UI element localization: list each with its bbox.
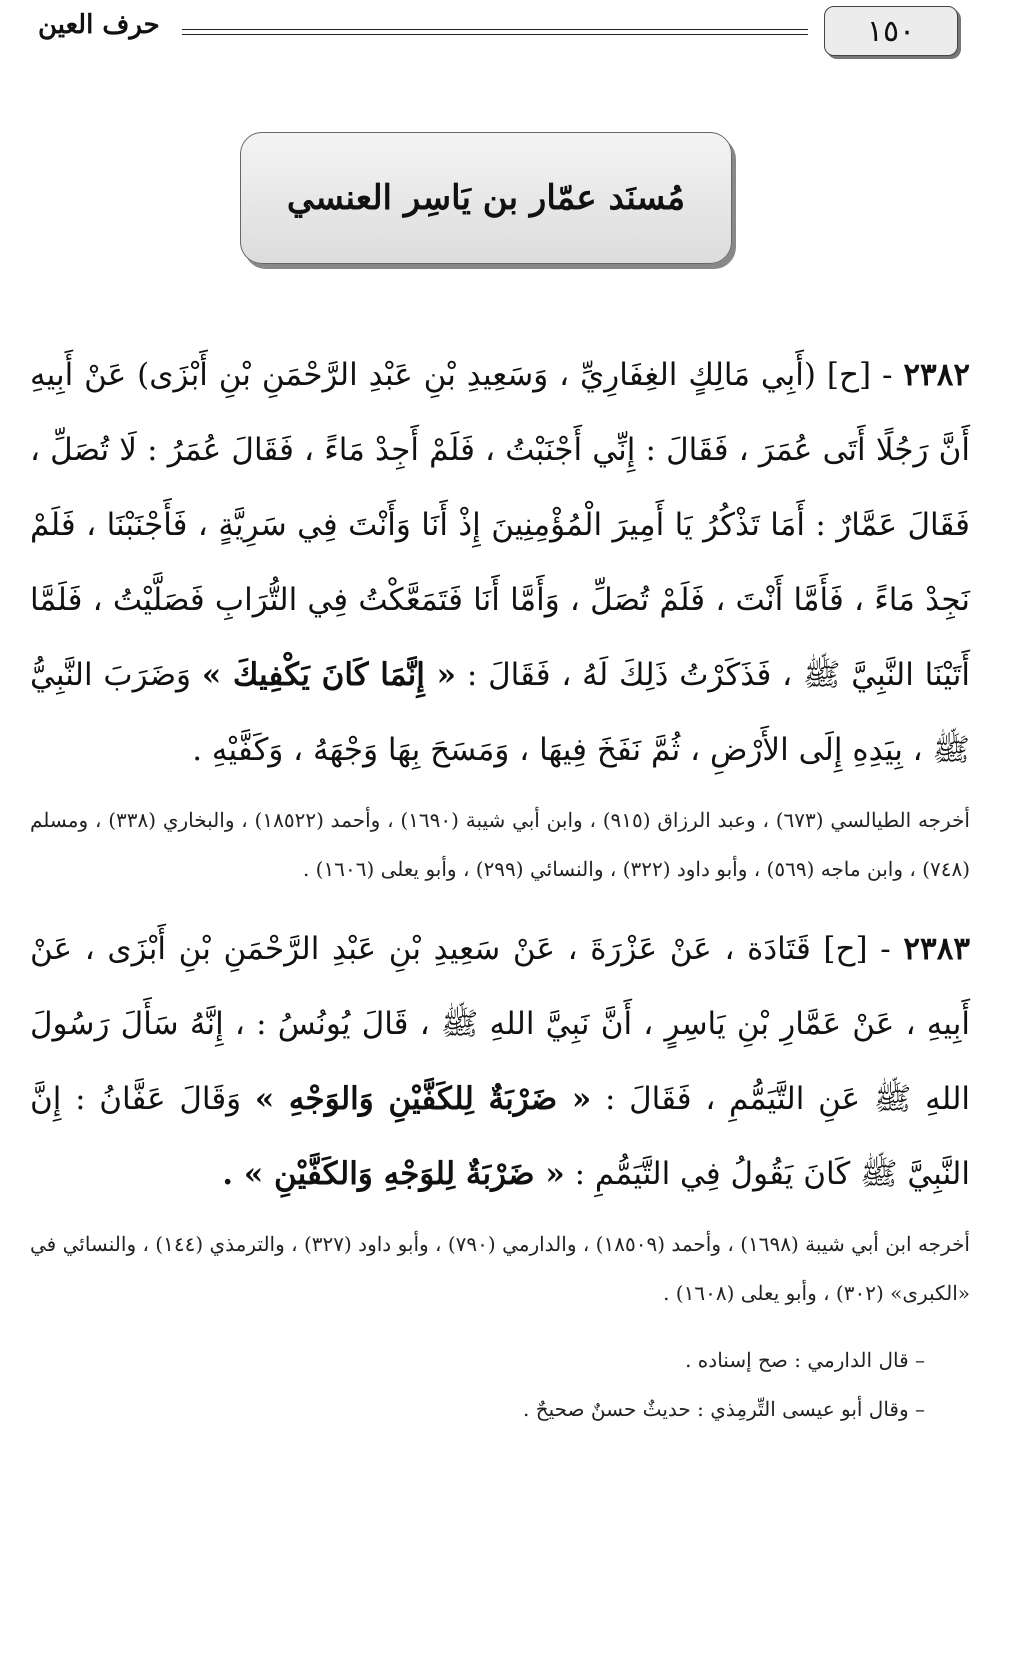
hadith-2382 bbox=[30, 338, 970, 788]
hadith-number: ٢٣٨٣ bbox=[903, 931, 970, 967]
hadith-text-continued: وَضَرَبَ النَّبِيُّ ﷺ ، بِيَدِهِ إِلَى الأَرْضِ ، ثُمَّ نَفَخَ فِيهَا ، وَمَسَحَ بِهَا وَجْهَهُ ، وَكَفَّيْهِ . bbox=[30, 657, 970, 768]
grading-notes bbox=[30, 1336, 970, 1434]
hadith-2383 bbox=[30, 912, 970, 1212]
section-title: مُسنَد عمّار بن يَاسِر العنسي bbox=[286, 178, 686, 218]
page-content bbox=[30, 338, 970, 1434]
hadith-number: ٢٣٨٢ bbox=[903, 357, 970, 393]
header-rule bbox=[182, 29, 808, 35]
hadith-text: - [ح] قَتَادَة ، عَنْ عَزْرَةَ ، عَنْ سَعِيدِ بْنِ عَبْدِ الرَّحْمَنِ بْنِ أَبْزَى ، عَنْ أَبِيهِ ، عَنْ عَمَّارِ بْنِ يَاسِرٍ ، أَنَّ نَبِيَّ اللهِ ﷺ ، قَالَ يُونُسُ : ، إِنَّهُ سَأَلَ رَسُولَ اللهِ ﷺ عَنِ التَّيَمُّمِ ، فَقَالَ : bbox=[30, 931, 971, 1117]
hadith-text-continued: وَقَالَ عَفَّانُ : إِنَّ النَّبِيَّ ﷺ كَانَ يَقُولُ فِي التَّيَمُّمِ : bbox=[30, 1081, 970, 1192]
takhrij-2383: أخرجه ابن أبي شيبة (١٦٩٨) ، وأحمد (١٨٥٠٩) ، والدارمي (٧٩٠) ، وأبو داود (٣٢٧) ، والترمذي (١٤٤) ، والنسائي في «الكبرى» (٣٠٢) ، وأبو يعلى (١٦٠٨) . bbox=[30, 1232, 970, 1305]
hadith-emphasis-2: « ضَرْبَةٌ لِلوَجْهِ وَالكَفَّيْنِ » . bbox=[222, 1156, 565, 1192]
page-number: ١٥٠ bbox=[824, 6, 958, 56]
page-header bbox=[0, 0, 1010, 70]
hadith-text: - [ح] (أَبِي مَالِكٍ الغِفَارِيِّ ، وَسَعِيدِ بْنِ عَبْدِ الرَّحْمَنِ بْنِ أَبْزَى) عَنْ أَبِيهِ أَنَّ رَجُلًا أَتَى عُمَرَ ، فَقَالَ : إِنِّي أَجْنَبْتُ ، فَلَمْ أَجِدْ مَاءً ، فَقَالَ عُمَرُ : لَا تُصَلِّ ، فَقَالَ عَمَّارٌ : أَمَا تَذْكُرُ يَا أَمِيرَ الْمُؤْمِنِينَ إِذْ أَنَا وَأَنْتَ فِي سَرِيَّةٍ ، فَأَجْنَبْنَا ، فَلَمْ نَجِدْ مَاءً ، فَأَمَّا أَنْتَ ، فَلَمْ تُصَلِّ ، وَأَمَّا أَنَا فَتَمَعَّكْتُ فِي التُّرَابِ فَصَلَّيْتُ ، فَلَمَّا أَتَيْنَا النَّبِيَّ ﷺ ، فَذَكَرْتُ ذَلِكَ لَهُ ، فَقَالَ : bbox=[30, 357, 970, 693]
takhrij-2382: أخرجه الطيالسي (٦٧٣) ، وعبد الرزاق (٩١٥) ، وابن أبي شيبة (١٦٩٠) ، وأحمد (١٨٥٢٢) ، والبخاري (٣٣٨) ، ومسلم (٧٤٨) ، وابن ماجه (٥٦٩) ، وأبو داود (٣٢٢) ، والنسائي (٢٩٩) ، وأبو يعلى (١٦٠٦) . bbox=[30, 808, 970, 881]
grading-note: – قال الدارمي : صح إسناده . bbox=[30, 1336, 925, 1385]
chapter-title: حرف العين bbox=[38, 10, 160, 40]
grading-note: – وقال أبو عيسى التِّرمِذي : حديثٌ حسنٌ صحيحٌ . bbox=[30, 1385, 925, 1434]
section-title-box bbox=[240, 132, 732, 264]
hadith-emphasis: « إِنَّمَا كَانَ يَكْفِيكَ » bbox=[201, 657, 457, 693]
hadith-emphasis: « ضَرْبَةٌ لِلكَفَّيْنِ وَالوَجْهِ » bbox=[254, 1081, 592, 1117]
